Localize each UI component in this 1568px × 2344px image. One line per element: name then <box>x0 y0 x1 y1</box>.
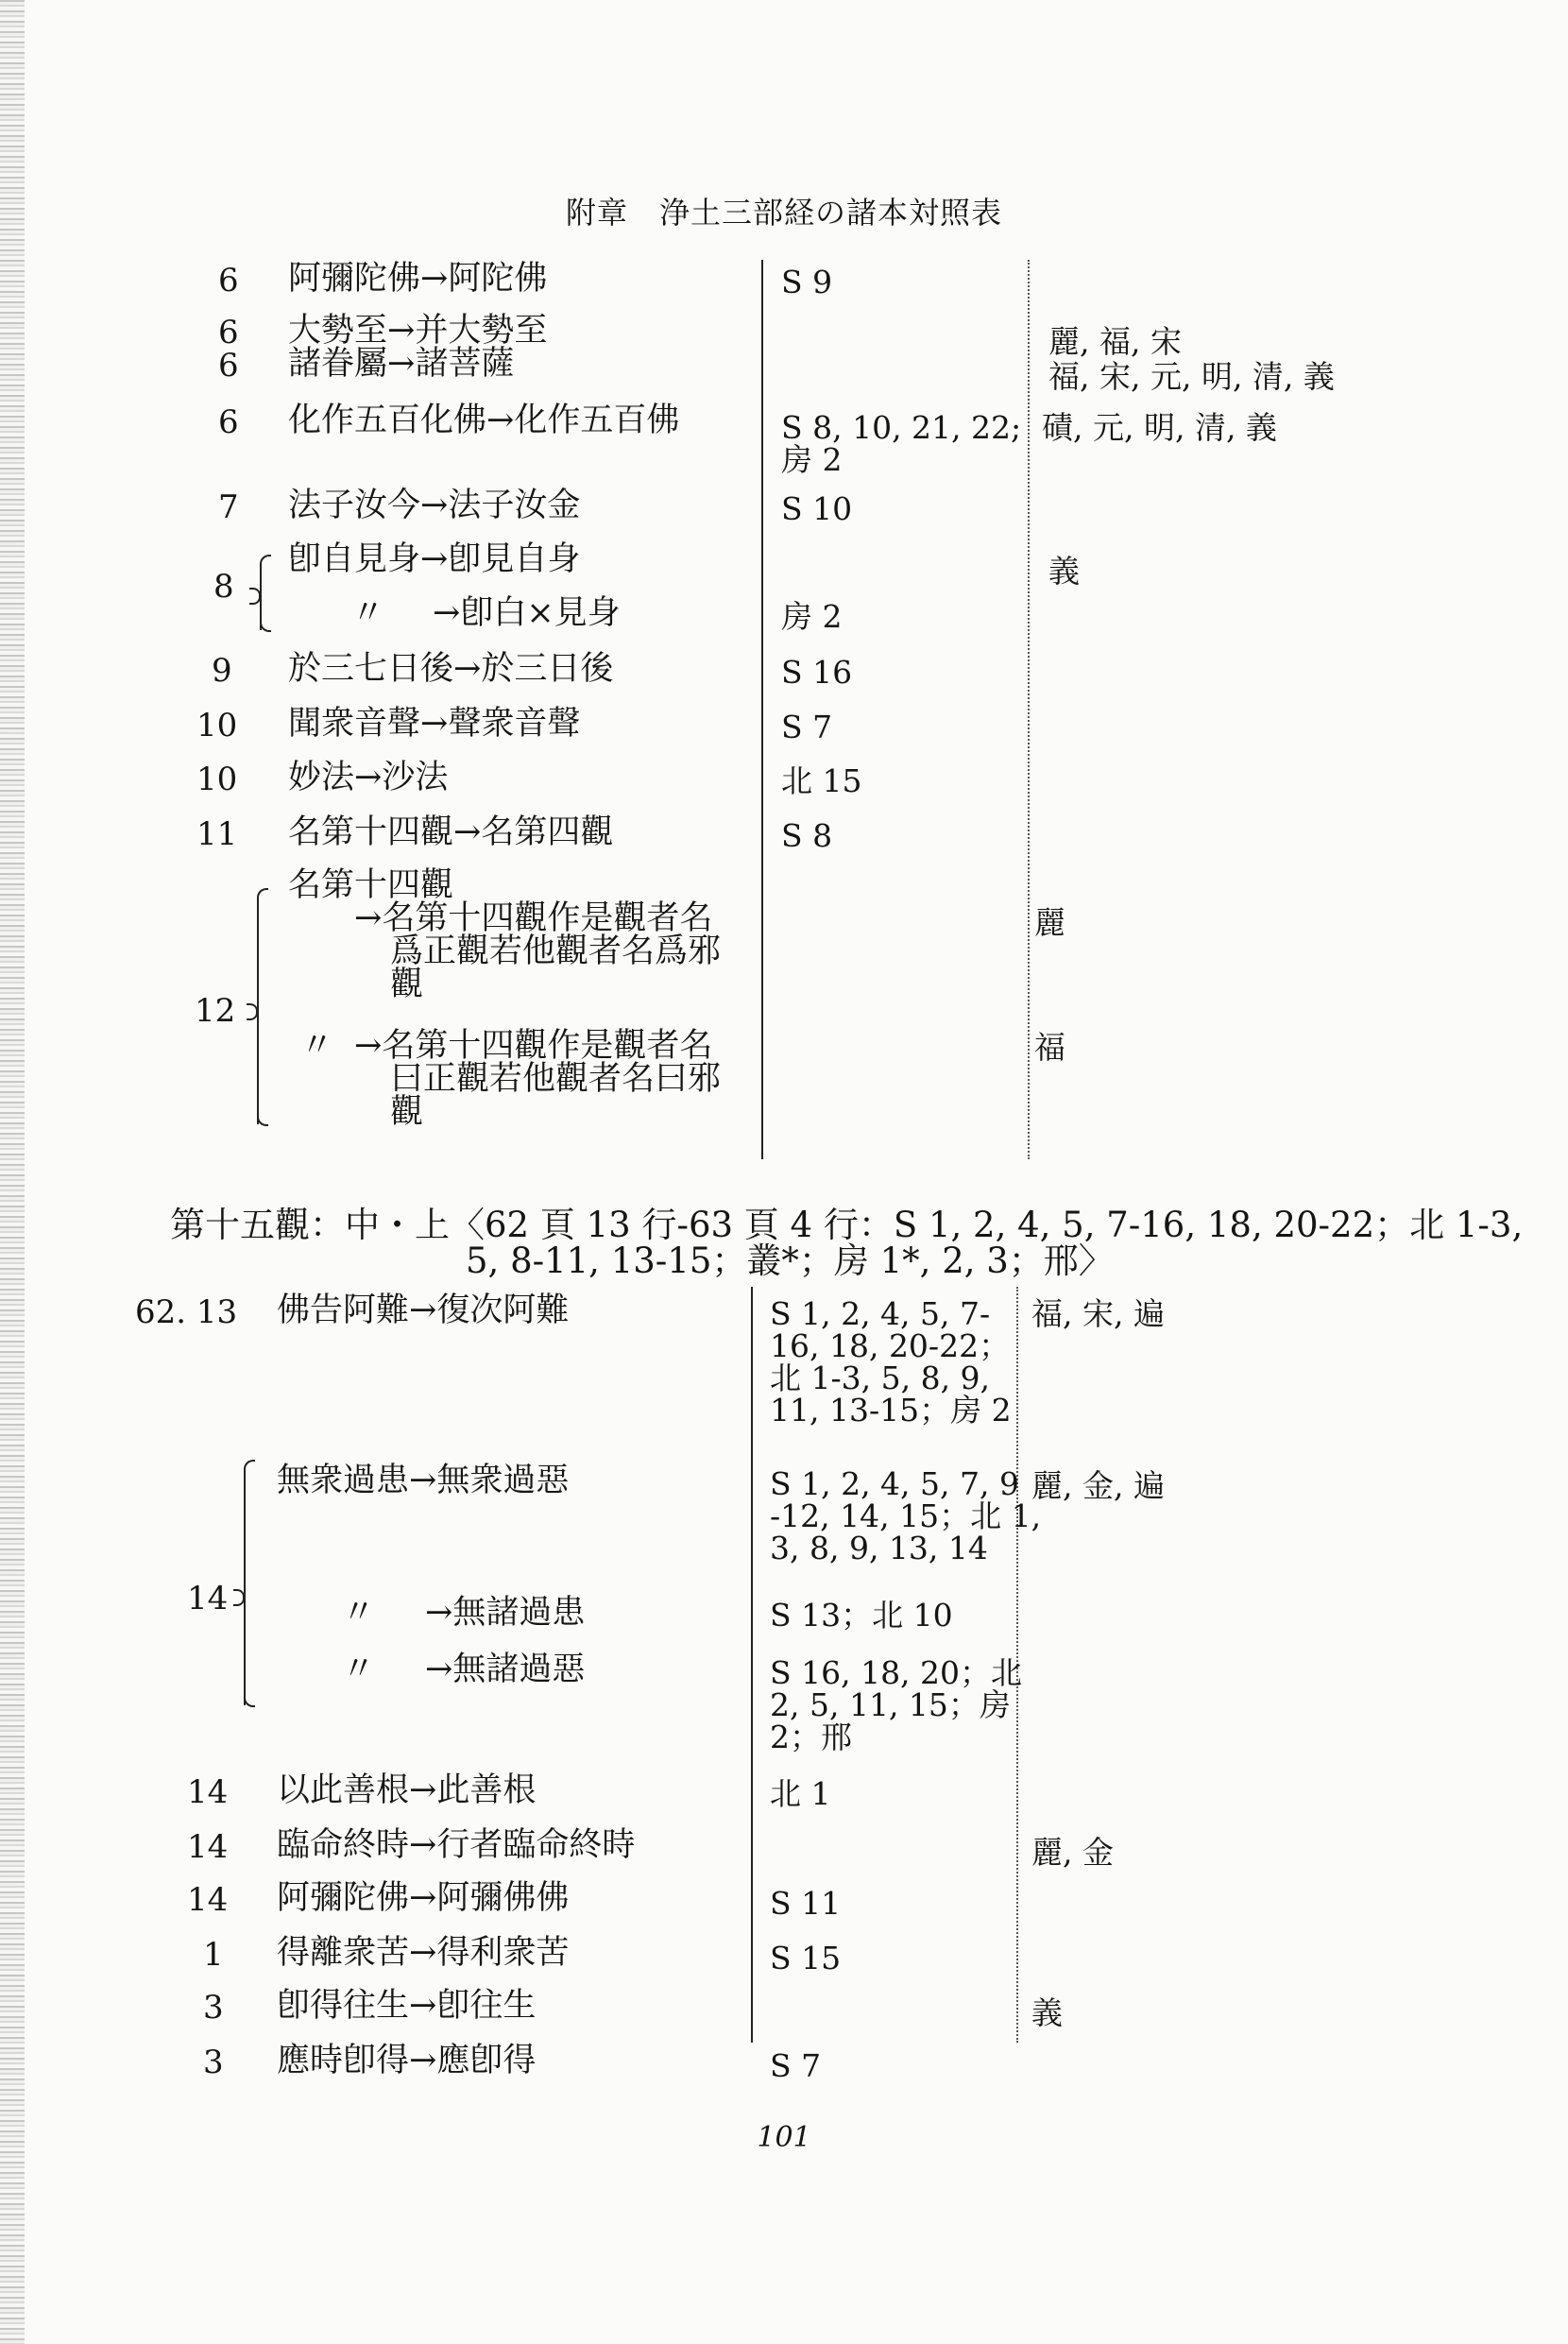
source-list: 北 15 <box>781 762 862 799</box>
edition-list: 福, 宋, 遍 <box>1031 1295 1165 1332</box>
variant-text: 以此善根→此善根 <box>277 1771 537 1809</box>
variant-text: 名第十四觀 <box>288 866 454 904</box>
source-list: 北 1-3, 5, 8, 9, <box>770 1360 991 1396</box>
source-list: 2；邢 <box>770 1719 852 1755</box>
edition-list: 麗 <box>1034 904 1065 941</box>
variant-text: 諸眷屬→諸菩薩 <box>288 345 515 383</box>
variant-text: 觀 <box>390 966 424 1003</box>
ditto-mark: 〃 <box>351 594 385 632</box>
variant-text: 曰正觀若他觀者名曰邪 <box>390 1060 722 1098</box>
ditto-mark: 〃 <box>342 1651 376 1688</box>
source-list: 2, 5, 11, 15；房 <box>770 1686 1011 1723</box>
line-number: 6 <box>218 347 239 385</box>
source-list: S 11 <box>770 1885 842 1922</box>
line-number: 11 <box>196 815 238 853</box>
edition-list: 磧, 元, 明, 清, 義 <box>1042 409 1277 446</box>
variant-text: 阿彌陀佛→阿彌佛佛 <box>277 1879 570 1917</box>
ditto-mark: 〃 <box>300 1027 334 1065</box>
line-number: 10 <box>196 707 238 744</box>
source-list: -12, 14, 15；北 1, <box>770 1497 1042 1534</box>
line-number: 14 <box>187 1828 229 1866</box>
variant-text: →名第十四觀作是觀者名 <box>354 899 713 937</box>
column-rule <box>751 1287 753 2043</box>
line-number: 14 <box>187 1580 229 1617</box>
edition-list: 義 <box>1031 1994 1063 2031</box>
source-list: 房 2 <box>781 598 843 635</box>
line-number: 8 <box>213 568 234 606</box>
line-number: 1 <box>203 1936 224 1974</box>
variant-text: 阿彌陀佛→阿陀佛 <box>288 260 548 298</box>
variant-text: 無衆過患→無衆過惡 <box>277 1462 570 1499</box>
scan-shadow <box>0 0 25 2344</box>
variant-text: 應時卽得→應卽得 <box>277 2042 537 2079</box>
variant-text: 名第十四觀→名第四觀 <box>288 813 614 851</box>
section-heading-continued: 5, 8-11, 13-15；叢*；房 1*, 2, 3；邢〉 <box>466 1240 1114 1281</box>
variant-text: 於三七日後→於三日後 <box>288 650 614 688</box>
source-list: S 15 <box>770 1940 842 1976</box>
line-number: 14 <box>187 1881 229 1919</box>
column-rule-dotted <box>1028 260 1030 1159</box>
source-list: S 7 <box>770 2047 822 2084</box>
brace <box>257 1115 268 1126</box>
variant-text: 妙法→沙法 <box>288 759 449 796</box>
source-list: S 8 <box>781 817 833 854</box>
variant-text: 臨命終時→行者臨命終時 <box>277 1826 636 1864</box>
variant-text: 化作五百化佛→化作五百佛 <box>288 402 680 439</box>
variant-text: →無諸過惡 <box>425 1651 586 1688</box>
variant-text: 得離衆苦→得利衆苦 <box>277 1934 570 1972</box>
line-number: 3 <box>203 2044 224 2081</box>
line-number: 9 <box>212 652 232 690</box>
source-list: S 9 <box>781 264 833 300</box>
line-number: 6 <box>218 403 239 441</box>
section-heading: 第十五觀：中・上〈62 頁 13 行-63 頁 4 行：S 1, 2, 4, 5, 7-16, 18, 20-22；北 1-3, <box>170 1205 1524 1245</box>
variant-text: →名第十四觀作是觀者名 <box>354 1027 713 1065</box>
source-list: S 1, 2, 4, 5, 7, 9 <box>770 1465 1019 1502</box>
source-list: 16, 18, 20-22； <box>770 1327 1011 1364</box>
column-rule <box>761 260 763 1159</box>
variant-text: 聞衆音聲→聲衆音聲 <box>288 705 581 743</box>
ditto-mark: 〃 <box>342 1594 376 1632</box>
edition-list: 麗, 金, 遍 <box>1031 1467 1165 1504</box>
variant-text: 觀 <box>390 1093 424 1131</box>
variant-text: 佛告阿難→復次阿難 <box>277 1292 570 1329</box>
source-list: S 7 <box>781 709 833 745</box>
page-number: 101 <box>757 2121 811 2154</box>
edition-list: 義 <box>1048 553 1080 590</box>
edition-list: 福, 宋, 元, 明, 清, 義 <box>1048 358 1335 395</box>
source-list: S 1, 2, 4, 5, 7- <box>770 1295 991 1332</box>
edition-list: 麗, 金 <box>1031 1834 1114 1871</box>
line-number: 12 <box>195 992 236 1030</box>
brace <box>260 621 271 632</box>
variant-text: 法子汝今→法子汝金 <box>288 487 581 524</box>
source-list: 3, 8, 9, 13, 14 <box>770 1530 988 1566</box>
source-list: 房 2 <box>781 441 843 478</box>
source-list: S 13；北 10 <box>770 1597 953 1634</box>
variant-text: →無諸過患 <box>425 1594 586 1632</box>
line-number: 3 <box>203 1989 224 2027</box>
variant-text: 卽得往生→卽往生 <box>277 1987 537 2025</box>
source-list: S 8, 10, 21, 22; <box>781 409 1022 446</box>
edition-list: 麗, 福, 宋 <box>1048 323 1182 360</box>
source-list: 11, 13-15；房 2 <box>770 1392 1012 1429</box>
source-list: S 16, 18, 20；北 <box>770 1654 1023 1691</box>
line-number: 14 <box>187 1773 229 1811</box>
line-number: 10 <box>196 761 238 798</box>
brace <box>244 1696 255 1707</box>
line-number: 6 <box>218 314 239 351</box>
running-header: 附章 浄土三部経の諸本対照表 <box>565 195 1002 231</box>
variant-text: 大勢至→并大勢至 <box>288 312 548 350</box>
variant-text: →卽白×見身 <box>433 594 621 632</box>
source-list: 北 1 <box>770 1775 831 1812</box>
edition-list: 福 <box>1034 1029 1065 1066</box>
brace <box>244 1469 246 1705</box>
variant-text: 卽自見身→卽見自身 <box>288 540 581 578</box>
source-list: S 16 <box>781 654 853 691</box>
variant-text: 爲正觀若他觀者名爲邪 <box>390 932 722 970</box>
line-number: 62. 13 <box>135 1293 238 1331</box>
source-list: S 10 <box>781 490 853 527</box>
line-number: 6 <box>218 262 239 299</box>
line-number: 7 <box>218 488 239 526</box>
